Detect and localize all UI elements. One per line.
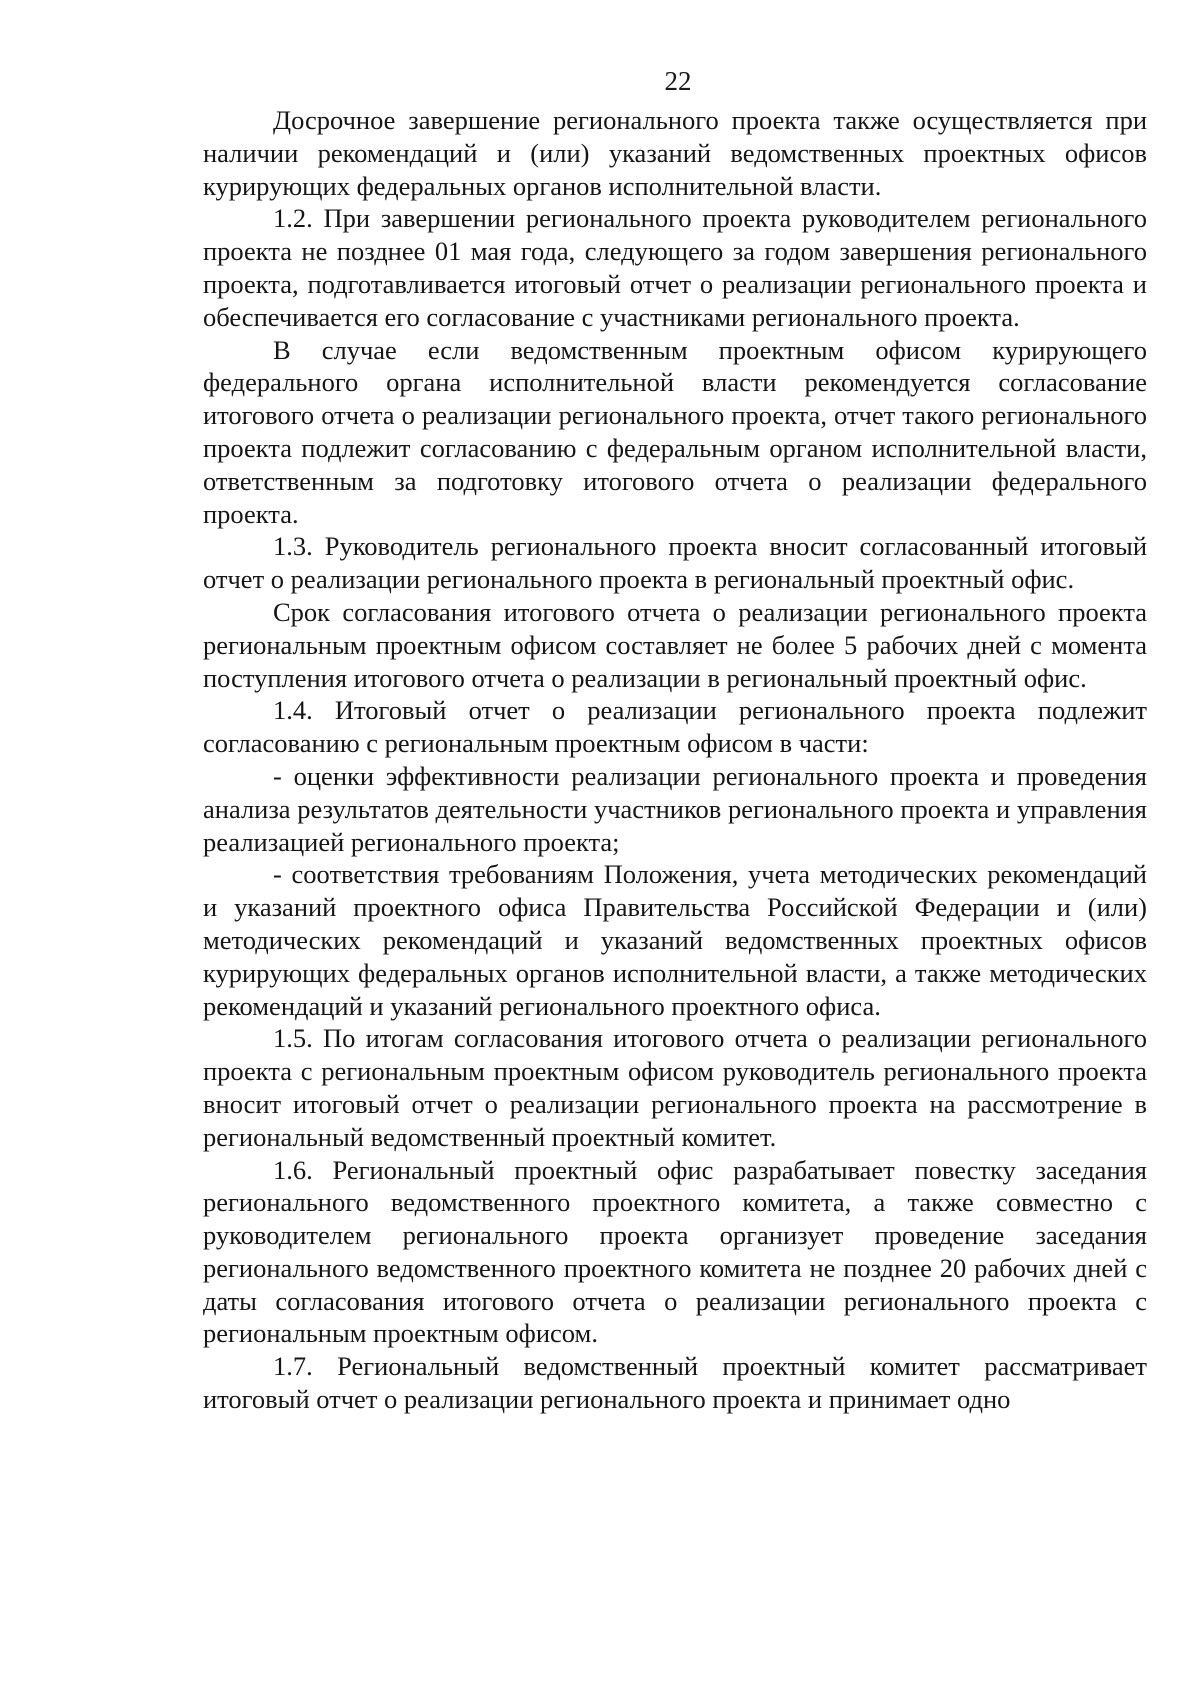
paragraph-1-3: 1.3. Руководитель регионального проекта вносит согласованный итоговый отчет о реализации регионального проекта в региональный проектный офис. (203, 531, 1147, 595)
paragraph-1-5: 1.5. По итогам согласования итогового отчета о реализации регионального проекта с региональным проектным офисом руководитель регионального проекта вносит итоговый отчет о реализации регионального проекта на рассмотрение в региональный ведомственный проектный комитет. (203, 1023, 1147, 1152)
paragraph-approval-term: Срок согласования итогового отчета о реализации регионального проекта региональным проектным офисом составляет не более 5 рабочих дней с момента поступления итогового отчета о реализации в региональный проектный офис. (203, 596, 1147, 693)
list-item-efficiency: - оценки эффективности реализации регионального проекта и проведения анализа результатов деятельности участников регионального проекта и управления реализацией регионального проекта; (203, 760, 1147, 857)
paragraph-1-4: 1.4. Итоговый отчет о реализации регионального проекта подлежит согласованию с региональным проектным офисом в части: (203, 695, 1147, 759)
paragraph-1-6: 1.6. Региональный проектный офис разрабатывает повестку заседания регионального ведомственного проектного комитета, а также совместно с руководителем регионального проекта организует проведение заседания регионального ведомственного проектного комитета не позднее 20 рабочих дней с даты согласования итогового отчета о реализации регионального проекта с региональным проектным офисом. (203, 1154, 1147, 1349)
paragraph-early-completion: Досрочное завершение регионального проекта также осуществляется при наличии рекомендаций и (или) указаний ведомственных проектных офисов курирующих федеральных органов исполнительной власти. (203, 105, 1147, 201)
page-number: 22 (664, 66, 692, 96)
paragraph-1-2: 1.2. При завершении регионального проекта руководителем регионального проекта не позднее 01 мая года, следующего за годом завершения регионального проекта, подготавливается итоговый отчет о реализации регионального проекта и обеспечивается его согласование с участниками регионального проекта. (203, 203, 1147, 332)
paragraph-federal-approval: В случае если ведомственным проектным офисом курирующего федерального органа исполнительной власти рекомендуется согласование итогового отчета о реализации регионального проекта, отчет такого регионального проекта подлежит согласованию с федеральным органом исполнительной власти, ответственным за подготовку итогового отчета о реализации федерального проекта. (203, 334, 1147, 529)
document-body (203, 104, 1147, 1416)
list-item-compliance: - соответствия требованиям Положения, учета методических рекомендаций и указаний проектного офиса Правительства Российской Федерации и (или) методических рекомендаций и указаний ведомственных проектных офисов курирующих федеральных органов исполнительной власти, а также методических рекомендаций и указаний регионального проектного офиса. (203, 859, 1147, 1021)
paragraph-1-7: 1.7. Региональный ведомственный проектный комитет рассматривает итоговый отчет о реализации регионального проекта и принимает одно (203, 1351, 1147, 1415)
